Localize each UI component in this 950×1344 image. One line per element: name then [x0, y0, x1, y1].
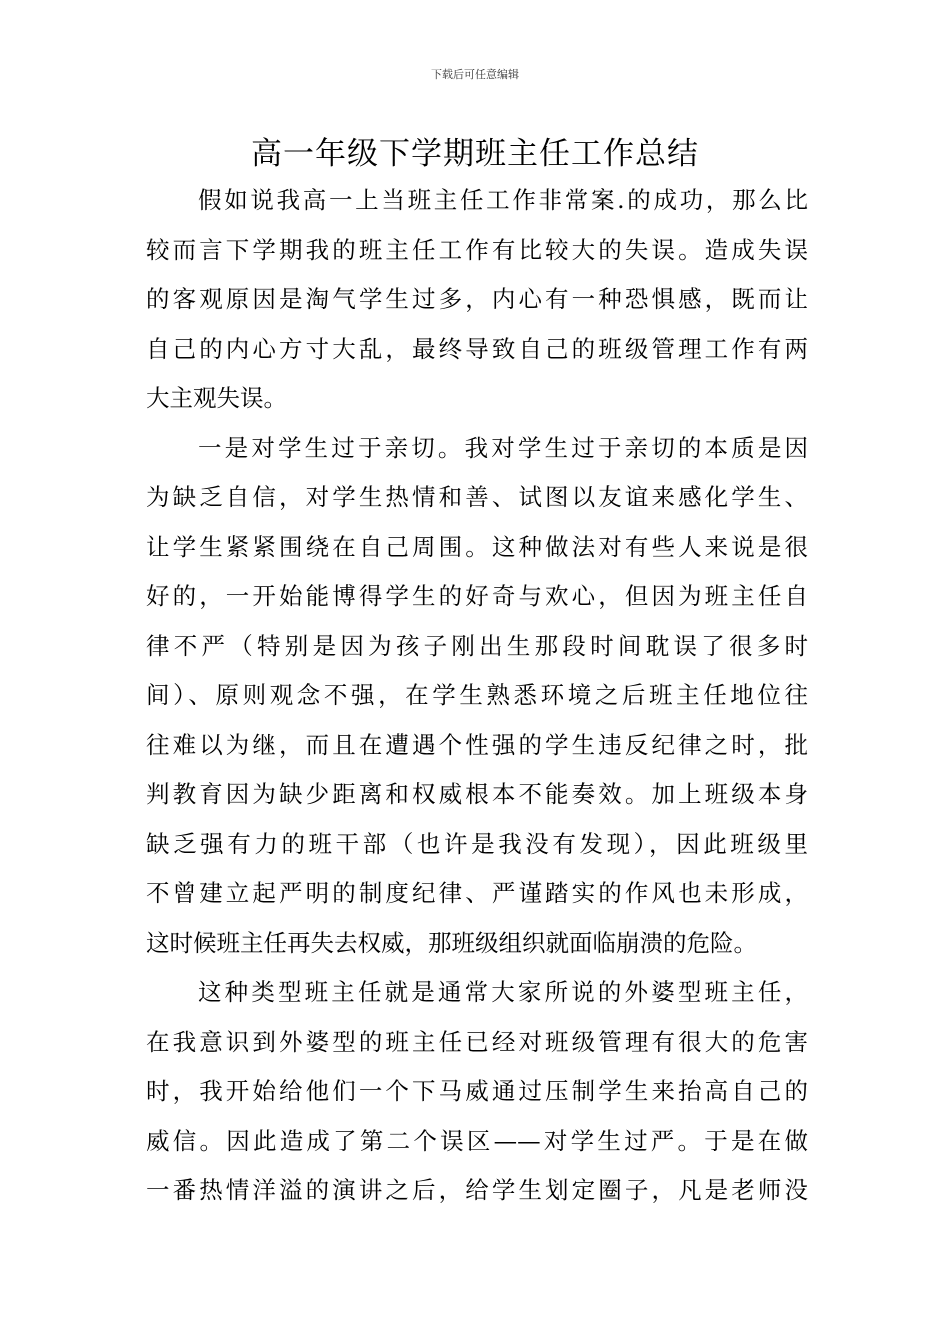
- paragraph-line: 判教育因为缺少距离和权威根本不能奏效。加上班级本身: [146, 780, 808, 808]
- paragraph-line: 缺乏强有力的班干部（也许是我没有发现），因此班级里: [146, 829, 808, 858]
- paragraph: [146, 968, 808, 1216]
- paragraph-line: 这时候班主任再失去权威，那班级组织就面临崩溃的危险。: [146, 928, 757, 957]
- paragraph-line: 让学生紧紧围绕在自己周围。这种做法对有些人来说是很: [146, 532, 808, 561]
- paragraph-line: 往难以为继，而且在遭遇个性强的学生违反纪律之时，批: [146, 730, 808, 759]
- header-note: 下载后可任意编辑: [431, 68, 519, 81]
- paragraph-line: 一是对学生过于亲切。我对学生过于亲切的本质是因: [198, 433, 808, 462]
- paragraph-line: 威信。因此造成了第二个误区——对学生过严。于是在做: [146, 1126, 808, 1155]
- paragraph-line: 大主观失误。: [146, 384, 287, 412]
- paragraph-line: 假如说我高一上当班主任工作非常案.的成功，那么比: [198, 186, 808, 214]
- paragraph-line: 时，我开始给他们一个下马威通过压制学生来抬高自己的: [146, 1077, 808, 1105]
- document-body: [146, 176, 808, 1216]
- paragraph-line: 这种类型班主任就是通常大家所说的外婆型班主任，: [198, 978, 808, 1006]
- paragraph-line: 律不严（特别是因为孩子刚出生那段时间耽误了很多时: [146, 631, 808, 660]
- paragraph-line: 为缺乏自信，对学生热情和善、试图以友谊来感化学生、: [146, 483, 808, 511]
- paragraph-line: 自己的内心方寸大乱，最终导致自己的班级管理工作有两: [146, 334, 808, 363]
- paragraph-line: 较而言下学期我的班主任工作有比较大的失误。造成失误: [146, 235, 808, 264]
- paragraph-line: 间）、原则观念不强，在学生熟悉环境之后班主任地位往: [146, 681, 808, 709]
- paragraph: [146, 176, 808, 424]
- paragraph-line: 好的，一开始能博得学生的好奇与欢心，但因为班主任自: [146, 582, 808, 610]
- paragraph: [146, 424, 808, 969]
- paragraph-line: 在我意识到外婆型的班主任已经对班级管理有很大的危害: [146, 1027, 808, 1056]
- paragraph-line: 不曾建立起严明的制度纪律、严谨踏实的作风也未形成，: [146, 879, 808, 907]
- paragraph-line: 的客观原因是淘气学生过多，内心有一种恐惧感，既而让: [146, 285, 808, 313]
- document-title: 高一年级下学期班主任工作总结: [251, 136, 699, 172]
- paragraph-line: 一番热情洋溢的演讲之后，给学生划定圈子，凡是老师没: [146, 1176, 808, 1204]
